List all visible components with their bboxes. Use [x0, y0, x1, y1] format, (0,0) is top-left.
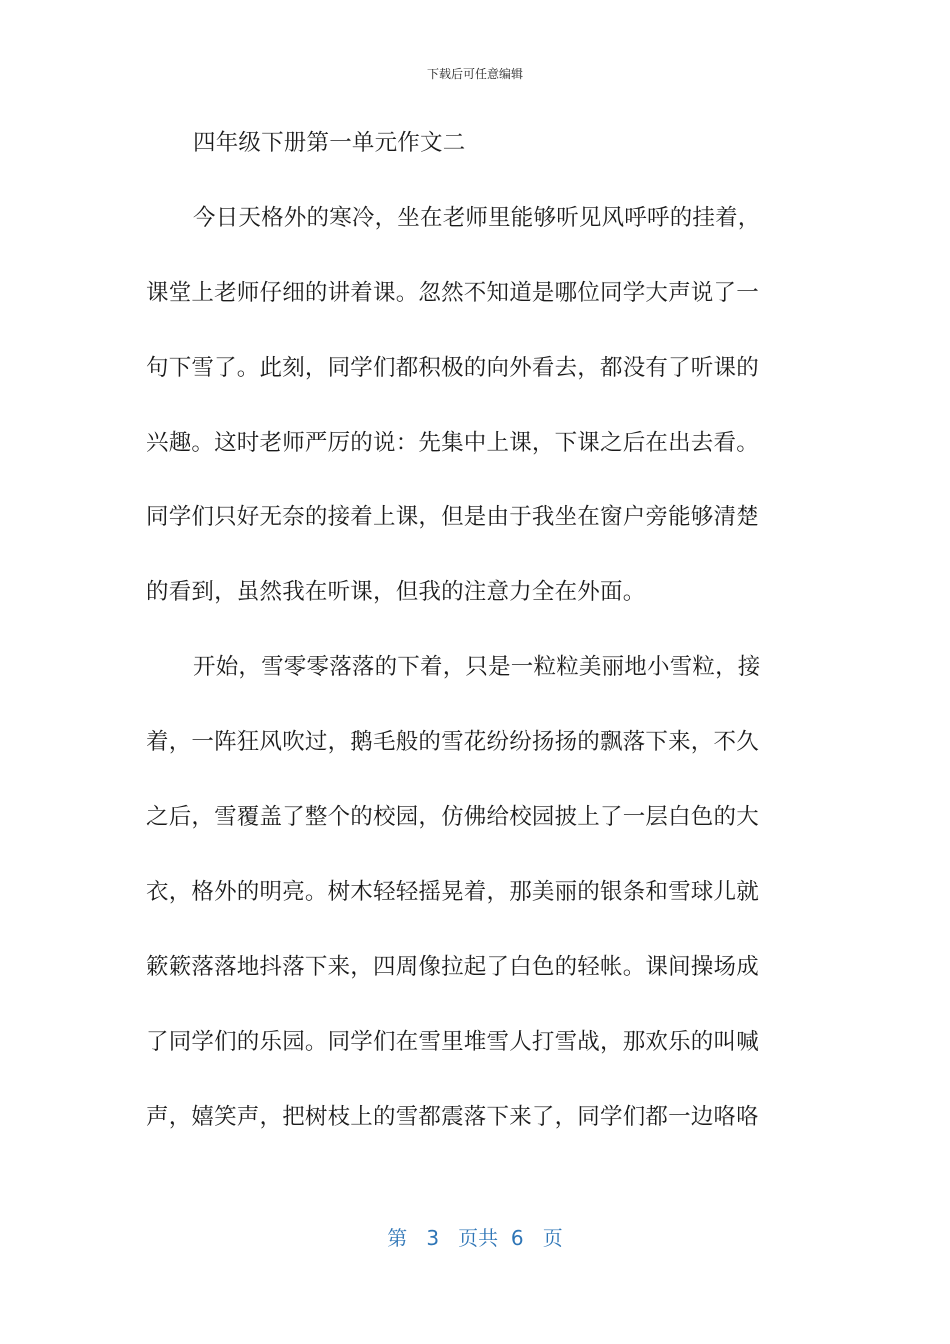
paragraph-line: 簌簌落落地抖落下来，四周像拉起了白色的轻帐。课间操场成	[146, 953, 759, 980]
footer-middle: 页共	[458, 1226, 499, 1250]
paragraph-line: 开始，雪零零落落的下着，只是一粒粒美丽地小雪粒，接	[193, 654, 761, 681]
paragraph-line: 课堂上老师仔细的讲着课。忽然不知道是哪位同学大声说了一	[146, 279, 759, 306]
paragraph-line: 句下雪了。此刻，同学们都积极的向外看去，都没有了听课的	[146, 354, 759, 381]
paragraph-line: 衣，格外的明亮。树木轻轻摇晃着，那美丽的银条和雪球儿就	[146, 878, 759, 905]
paragraph-line: 同学们只好无奈的接着上课，但是由于我坐在窗户旁能够清楚	[146, 504, 759, 531]
page-header-note: 下载后可任意编辑	[426, 67, 523, 81]
document-title: 四年级下册第一单元作文二	[193, 130, 466, 156]
paragraph-line: 今日天格外的寒冷，坐在老师里能够听见风呼呼的挂着，	[193, 204, 761, 231]
footer-total-pages: 6	[510, 1226, 524, 1250]
paragraph-line: 兴趣。这时老师严厉的说：先集中上课，下课之后在出去看。	[146, 429, 759, 456]
paragraph-line: 了同学们的乐园。同学们在雪里堆雪人打雪战，那欢乐的叫喊	[146, 1028, 759, 1055]
footer-current-page: 3	[426, 1226, 440, 1250]
document-body	[146, 117, 794, 1165]
paragraph-line: 着，一阵狂风吹过，鹅毛般的雪花纷纷扬扬的飘落下来，不久	[146, 729, 759, 756]
paragraph-line: 之后，雪覆盖了整个的校园，仿佛给校园披上了一层白色的大	[146, 804, 759, 831]
paragraph-line: 的看到，虽然我在听课，但我的注意力全在外面。	[146, 579, 646, 606]
paragraph-line: 声，嬉笑声，把树枝上的雪都震落下来了，同学们都一边咯咯	[146, 1103, 759, 1130]
footer-suffix: 页	[542, 1226, 563, 1250]
page-number-footer	[0, 1224, 950, 1252]
footer-prefix: 第	[387, 1226, 408, 1250]
